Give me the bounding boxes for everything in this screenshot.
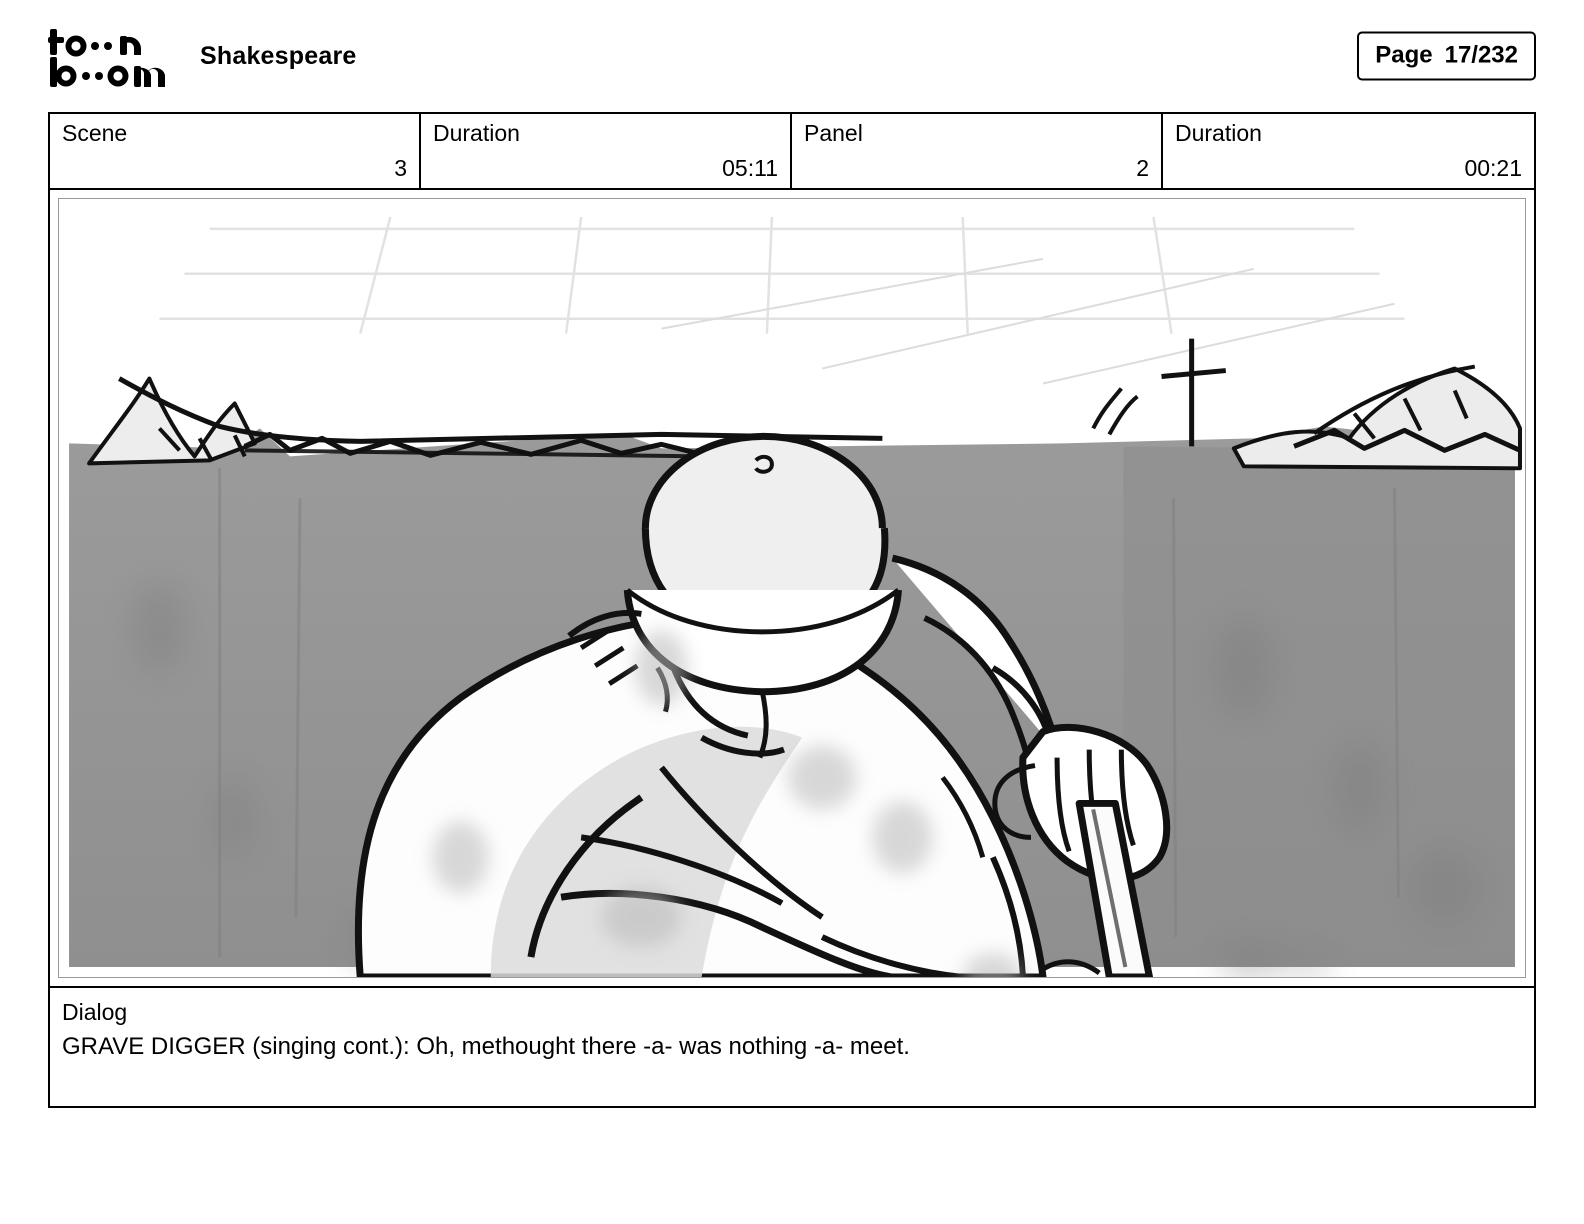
- dialog-box: [48, 988, 1536, 1108]
- page-header: [48, 0, 1536, 112]
- toon-boom-logo: [48, 27, 172, 89]
- scene-duration-value: 05:11: [722, 155, 778, 181]
- page-label: Page: [1375, 41, 1433, 69]
- meta-cell-scene: [50, 114, 421, 188]
- panel-frame: [48, 188, 1536, 988]
- panel-duration-label: Duration: [1175, 120, 1262, 146]
- meta-cell-panel: [792, 114, 1163, 188]
- scene-duration-label: Duration: [433, 120, 520, 146]
- dialog-text: GRAVE DIGGER (singing cont.): Oh, methought there -a- was nothing -a- meet.: [62, 1033, 910, 1060]
- panel-artwork: [58, 198, 1526, 978]
- panel-duration-value: 00:21: [1464, 155, 1522, 181]
- page-value: 17/232: [1444, 41, 1518, 69]
- panel-meta-table: [48, 112, 1536, 188]
- meta-cell-scene-duration: [421, 114, 792, 188]
- dialog-label: Dialog: [62, 999, 128, 1025]
- meta-cell-panel-duration: [1163, 114, 1534, 188]
- panel-value: 2: [1136, 155, 1149, 181]
- project-title: Shakespeare: [200, 41, 357, 70]
- panel-label: Panel: [804, 120, 863, 146]
- page-number-badge: [1357, 32, 1536, 81]
- scene-label: Scene: [62, 120, 128, 146]
- scene-value: 3: [394, 155, 407, 181]
